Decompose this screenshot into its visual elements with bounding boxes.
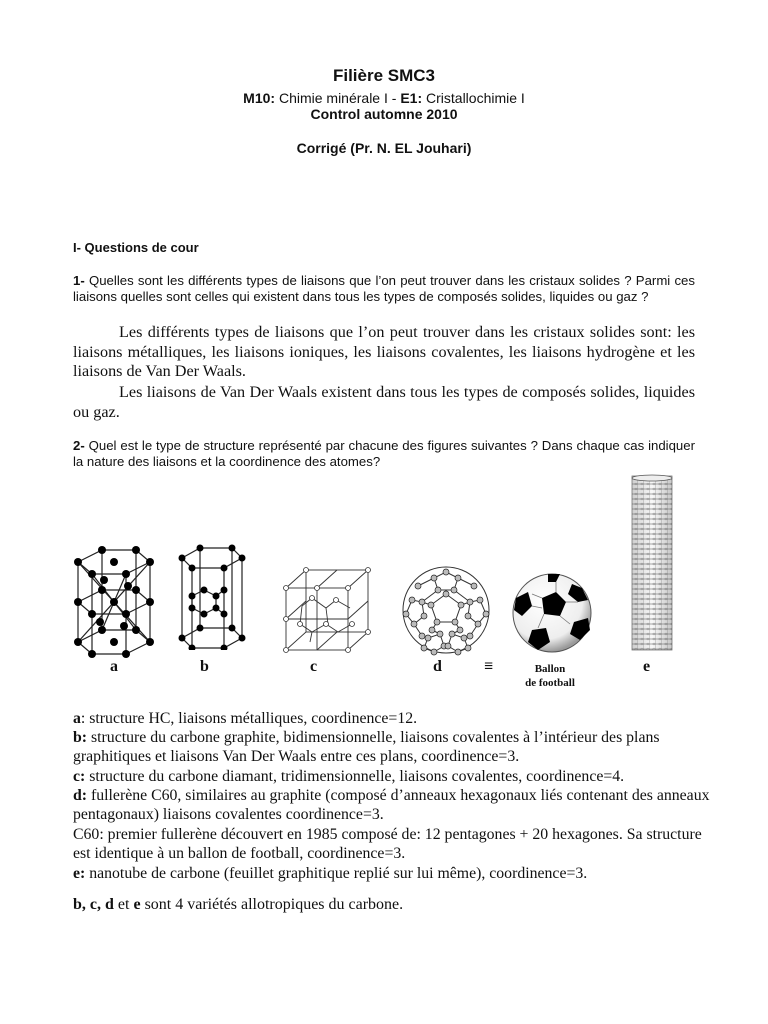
answer-c-key: c: (73, 768, 86, 785)
section-title: I- Questions de cour (73, 240, 199, 255)
conclusion-e: e (133, 896, 141, 913)
document-title: Filière SMC3 (332, 66, 436, 85)
question-2-text: Quel est le type de structure représenté par chacune des figures suivantes ? Dans chaque cas indiquer la nature des liaisons et la coordinence des atomes? (73, 438, 695, 469)
answer-b (73, 728, 715, 767)
answer-c (73, 767, 715, 786)
element-code: E1: (400, 90, 423, 106)
conclusion-text: sont 4 variétés allotropiques du carbone. (140, 896, 404, 913)
corrige-title: Corrigé (Pr. N. EL Jouhari) (296, 140, 472, 156)
answer-1-paragraph-2: Les liaisons de Van Der Waals existent dans tous les types de composés solides, liquides ou gaz. (73, 383, 695, 421)
answer-b-key: b: (73, 729, 88, 746)
figure-e-carbon-nanotube (630, 474, 674, 652)
figure-d-fullerene-c60 (398, 564, 494, 656)
figure-c-diamond-structure (282, 566, 372, 656)
answer-d (73, 786, 715, 825)
module-code: M10: (243, 90, 276, 106)
equivalence-symbol: ≡ (484, 658, 494, 675)
question-1-number: 1- (73, 273, 85, 288)
figure-label-b: b (200, 658, 209, 675)
answer-a-key: a (73, 710, 81, 727)
conclusion-et: et (113, 896, 134, 913)
question-1-text: Quelles sont les différents types de liaisons que l’on peut trouver dans les cristaux solides ? Parmi ces liaisons quelles sont celles qui existent dans tous les types de composés solides, liquides ou gaz ? (73, 273, 695, 304)
figure-label-d: d (433, 658, 442, 675)
answer-c60: C60: premier fullerène découvert en 1985 composé de: 12 pentagones + 20 hexagones. Sa structure est identique à un ballon de football, coordinence=3. (73, 826, 702, 863)
conclusion-line (73, 896, 403, 914)
question-1 (73, 273, 695, 305)
figure-label-a: a (110, 658, 118, 675)
module-name: Chimie minérale I - (275, 90, 401, 106)
answer-a (73, 709, 715, 728)
answer-e (73, 864, 715, 883)
ball-caption-line-2: de football (525, 677, 575, 689)
answer-d-text: fullerène C60, similaires au graphite (composé d’anneaux hexagonaux liés contenant des anneaux pentagonaux) liaisons covalentes coordinence=3. (73, 787, 710, 824)
answer-1-paragraph-1: Les différents types de liaisons que l’on peut trouver dans les cristaux solides sont: les liaisons métalliques, les liaisons ioniques, les liaisons covalentes, les liaisons hydrogène et les liaisons de Van Der Waals. (73, 323, 695, 380)
figure-label-e: e (643, 658, 651, 675)
module-line (0, 90, 768, 106)
answer-d-key: d: (73, 787, 88, 804)
answer-e-key: e: (73, 865, 86, 882)
answer-c-text: structure du carbone diamant, tridimensionnelle, liaisons covalentes, coordinence=4. (85, 768, 625, 785)
answer-e-text: nanotube de carbone (feuillet graphitique replié sur lui même), coordinence=3. (85, 865, 588, 882)
question-2-number: 2- (73, 438, 85, 453)
answer-b-text: structure du carbone graphite, bidimensionnelle, liaisons covalentes à l’intérieur des plans graphitiques et liaisons Van Der Waals entre ces plans, coordinence=3. (73, 729, 660, 766)
question-2 (73, 438, 695, 470)
figure-b-graphite-structure (176, 540, 248, 650)
conclusion-bcd: b, c, d (73, 896, 114, 913)
figure-label-c: c (310, 658, 318, 675)
ball-caption (506, 662, 594, 690)
ball-caption-line-1: Ballon (534, 663, 566, 675)
figure-a-hc-structure (72, 540, 156, 658)
exam-title: Control automne 2010 (310, 106, 458, 122)
soccer-ball-image (508, 572, 596, 654)
element-name: Cristallochimie I (422, 90, 525, 106)
answer-a-text: : structure HC, liaisons métalliques, coordinence=12. (80, 710, 418, 727)
